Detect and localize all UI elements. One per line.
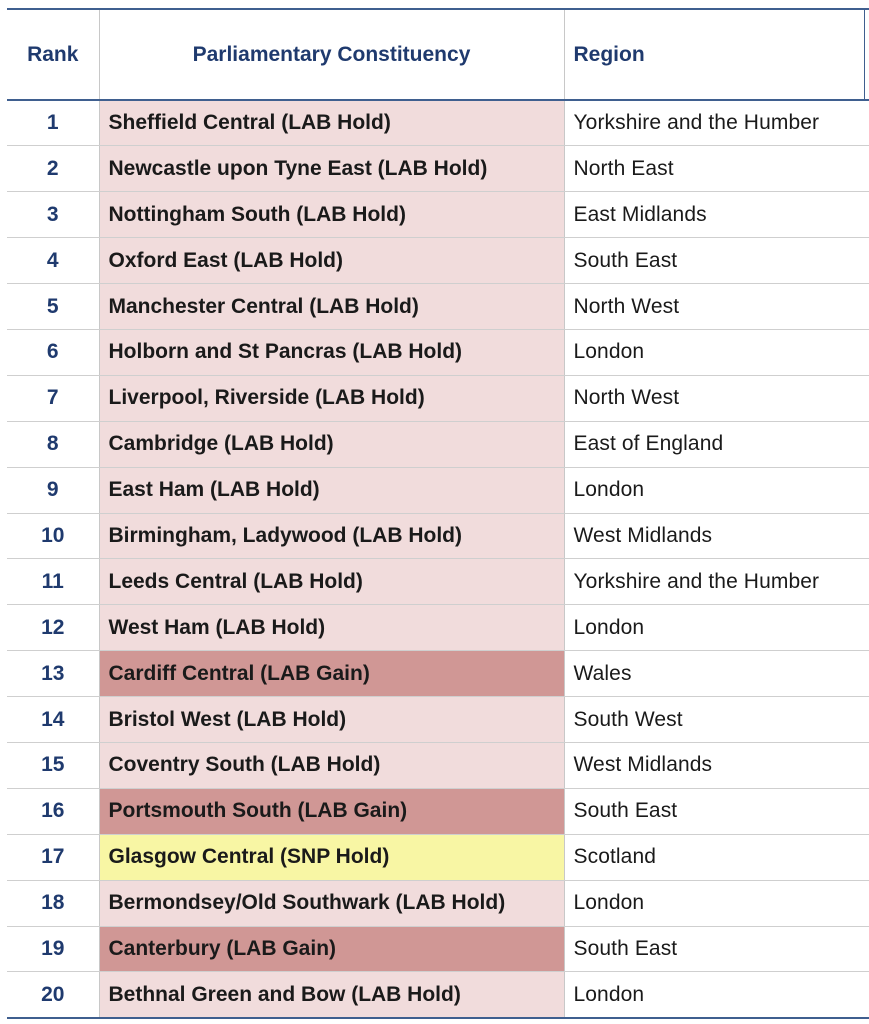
table-row	[7, 972, 869, 1018]
table-row	[7, 467, 869, 513]
region-cell: West Midlands	[564, 742, 864, 788]
region-cell: South East	[564, 238, 864, 284]
region-cell: London	[564, 605, 864, 651]
region-cell: South East	[564, 788, 864, 834]
rank-cell: 15	[7, 742, 99, 788]
extra-cell	[864, 788, 869, 834]
constituency-cell: Oxford East (LAB Hold)	[99, 238, 564, 284]
table-row	[7, 834, 869, 880]
extra-cell	[864, 192, 869, 238]
rank-cell: 18	[7, 880, 99, 926]
constituency-cell: Cardiff Central (LAB Gain)	[99, 651, 564, 697]
region-cell: London	[564, 329, 864, 375]
constituency-cell: Nottingham South (LAB Hold)	[99, 192, 564, 238]
constituency-cell: Coventry South (LAB Hold)	[99, 742, 564, 788]
extra-cell	[864, 834, 869, 880]
rank-cell: 17	[7, 834, 99, 880]
region-cell: London	[564, 880, 864, 926]
region-cell: South East	[564, 926, 864, 972]
constituency-cell: Portsmouth South (LAB Gain)	[99, 788, 564, 834]
header-extra-column	[864, 9, 869, 100]
region-cell: Yorkshire and the Humber	[564, 100, 864, 146]
extra-cell	[864, 972, 869, 1018]
region-cell: East of England	[564, 421, 864, 467]
constituency-cell: Canterbury (LAB Gain)	[99, 926, 564, 972]
constituency-cell: Newcastle upon Tyne East (LAB Hold)	[99, 146, 564, 192]
table-row	[7, 284, 869, 330]
rank-cell: 12	[7, 605, 99, 651]
table-row	[7, 697, 869, 743]
header-constituency: Parliamentary Constituency	[99, 9, 564, 100]
extra-cell	[864, 651, 869, 697]
extra-cell	[864, 284, 869, 330]
rank-cell: 9	[7, 467, 99, 513]
table-row	[7, 559, 869, 605]
constituency-cell: Leeds Central (LAB Hold)	[99, 559, 564, 605]
region-cell: London	[564, 972, 864, 1018]
rank-cell: 7	[7, 375, 99, 421]
extra-cell	[864, 329, 869, 375]
extra-cell	[864, 742, 869, 788]
rank-cell: 11	[7, 559, 99, 605]
constituency-cell: East Ham (LAB Hold)	[99, 467, 564, 513]
table-row	[7, 100, 869, 146]
constituency-cell: Bethnal Green and Bow (LAB Hold)	[99, 972, 564, 1018]
region-cell: Scotland	[564, 834, 864, 880]
table-row	[7, 880, 869, 926]
region-cell: North East	[564, 146, 864, 192]
table-row	[7, 375, 869, 421]
table-row	[7, 742, 869, 788]
extra-cell	[864, 880, 869, 926]
extra-cell	[864, 697, 869, 743]
region-cell: South West	[564, 697, 864, 743]
region-cell: Yorkshire and the Humber	[564, 559, 864, 605]
rank-cell: 4	[7, 238, 99, 284]
extra-cell	[864, 146, 869, 192]
rank-cell: 13	[7, 651, 99, 697]
extra-cell	[864, 926, 869, 972]
rank-cell: 5	[7, 284, 99, 330]
constituency-cell: Bristol West (LAB Hold)	[99, 697, 564, 743]
extra-cell	[864, 421, 869, 467]
header-row	[7, 9, 869, 100]
rank-cell: 16	[7, 788, 99, 834]
extra-cell	[864, 513, 869, 559]
table-row	[7, 238, 869, 284]
table-row	[7, 146, 869, 192]
rank-cell: 8	[7, 421, 99, 467]
table-row	[7, 192, 869, 238]
extra-cell	[864, 605, 869, 651]
constituency-cell: Holborn and St Pancras (LAB Hold)	[99, 329, 564, 375]
rank-cell: 3	[7, 192, 99, 238]
rank-cell: 14	[7, 697, 99, 743]
constituency-cell: Bermondsey/Old Southwark (LAB Hold)	[99, 880, 564, 926]
constituency-cell: Sheffield Central (LAB Hold)	[99, 100, 564, 146]
region-cell: West Midlands	[564, 513, 864, 559]
extra-cell	[864, 238, 869, 284]
extra-cell	[864, 375, 869, 421]
table-body	[7, 100, 869, 1018]
extra-cell	[864, 467, 869, 513]
rank-cell: 2	[7, 146, 99, 192]
table-row	[7, 513, 869, 559]
extra-cell	[864, 559, 869, 605]
rank-cell: 10	[7, 513, 99, 559]
header-region: Region	[564, 9, 864, 100]
rank-cell: 6	[7, 329, 99, 375]
constituency-cell: Liverpool, Riverside (LAB Hold)	[99, 375, 564, 421]
constituency-cell: West Ham (LAB Hold)	[99, 605, 564, 651]
table-row	[7, 926, 869, 972]
extra-cell	[864, 100, 869, 146]
region-cell: London	[564, 467, 864, 513]
constituency-table-container	[7, 8, 869, 1019]
constituency-cell: Cambridge (LAB Hold)	[99, 421, 564, 467]
table-row	[7, 788, 869, 834]
constituency-table	[7, 8, 869, 1019]
region-cell: East Midlands	[564, 192, 864, 238]
rank-cell: 1	[7, 100, 99, 146]
region-cell: Wales	[564, 651, 864, 697]
rank-cell: 19	[7, 926, 99, 972]
table-row	[7, 605, 869, 651]
table-row	[7, 651, 869, 697]
constituency-cell: Glasgow Central (SNP Hold)	[99, 834, 564, 880]
rank-cell: 20	[7, 972, 99, 1018]
region-cell: North West	[564, 284, 864, 330]
constituency-cell: Birmingham, Ladywood (LAB Hold)	[99, 513, 564, 559]
header-rank: Rank	[7, 9, 99, 100]
constituency-cell: Manchester Central (LAB Hold)	[99, 284, 564, 330]
table-row	[7, 421, 869, 467]
table-header	[7, 9, 869, 100]
table-row	[7, 329, 869, 375]
region-cell: North West	[564, 375, 864, 421]
